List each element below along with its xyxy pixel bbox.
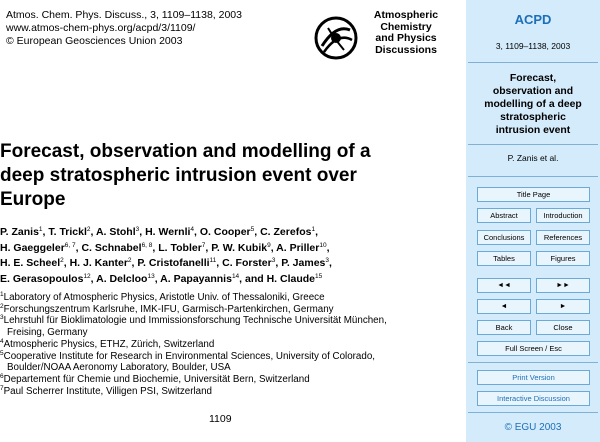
journal-url[interactable]: www.atmos-chem-phys.org/acpd/3/1109/ [6, 22, 196, 34]
author-name: , A. Papayannis [154, 273, 232, 286]
author-name: , P. Cristofanelli [131, 257, 210, 270]
previous-page-button[interactable]: ◄ [477, 299, 531, 314]
sidebar-paper-title: Forecast, observation and modelling of a deep stratospheric intrusion event [484, 73, 582, 136]
author-name: , A. Stohl [90, 226, 136, 238]
affiliation-text: Forschungszentrum Karlsruhe, IMK-IFU, Garmisch-Partenkirchen, Germany [3, 303, 334, 315]
author-name: , C. Schnabel [75, 241, 142, 254]
introduction-button[interactable]: Introduction [536, 208, 590, 223]
author-name: , [329, 257, 332, 270]
sidebar-reference: 3, 1109–1138, 2003 [495, 41, 571, 51]
divider [468, 176, 598, 177]
affiliation-number: 6 [0, 372, 4, 380]
author-line [0, 241, 456, 257]
author-affiliation-marker: 11 [209, 257, 217, 265]
affiliation-line [0, 362, 456, 374]
journal-header [6, 9, 242, 48]
references-button[interactable]: References [536, 230, 590, 245]
affiliation-number: 7 [0, 384, 4, 392]
affiliation-text: Atmospheric Physics, ETHZ, Zürich, Switzerland [3, 338, 215, 350]
figures-button[interactable]: Figures [536, 251, 590, 266]
affiliation-line [0, 351, 456, 363]
author-name: , A. Delcloo [90, 273, 148, 286]
affiliation-list [0, 292, 456, 397]
author-affiliation-marker: 2 [60, 257, 64, 265]
author-affiliation-marker: 6, 8 [141, 241, 153, 249]
author-name: , C. Forster [216, 257, 272, 270]
affiliation-number: 5 [0, 349, 4, 357]
affiliation-number: 2 [0, 302, 4, 310]
journal-citation: Atmos. Chem. Phys. Discuss., 3, 1109–1138, 2003 [6, 9, 242, 21]
affiliation-line [0, 315, 456, 327]
author-name: , L. Tobler [152, 241, 202, 254]
navigation-sidebar [466, 0, 600, 442]
author-affiliation-marker: 15 [315, 273, 323, 281]
author-affiliation-marker: 7 [201, 241, 206, 249]
tables-button[interactable]: Tables [477, 251, 531, 266]
affiliation-number: 1 [0, 291, 4, 298]
author-name: , P. W. Kubik [205, 241, 268, 254]
author-affiliation-marker: 5 [250, 226, 255, 233]
affiliation-text: Boulder/NOAA Aeronomy Laboratory, Boulder, USA [7, 362, 231, 374]
divider [468, 144, 598, 145]
affiliation-number: 4 [0, 337, 4, 345]
author-name: , [326, 241, 330, 254]
author-affiliation-marker: 3 [135, 226, 140, 233]
affiliation-text: Lehrstuhl für Bioklimatologie und Immissionsforschung Technische Universität München, [3, 315, 387, 327]
author-name: , C. Zerefos [254, 226, 312, 238]
author-affiliation-marker: 3 [325, 257, 329, 265]
author-name: E. Gerasopoulos [0, 273, 84, 286]
author-name: H. Gaeggeler [0, 241, 65, 254]
author-name: , and H. Claude [239, 273, 316, 286]
author-affiliation-marker: 12 [83, 273, 91, 281]
author-affiliation-marker: 2 [86, 226, 91, 233]
divider [468, 62, 598, 63]
affiliation-line [0, 304, 456, 316]
author-affiliation-marker: 1 [311, 226, 316, 233]
acpd-logo [314, 10, 454, 68]
author-affiliation-marker: 13 [147, 273, 155, 281]
affiliation-text: Departement für Chemie und Biochemie, Universität Bern, Switzerland [3, 373, 310, 385]
first-page-button[interactable]: ◄◄ [477, 278, 531, 293]
last-page-button[interactable]: ►► [536, 278, 590, 293]
affiliation-line [0, 374, 456, 386]
author-line [0, 256, 456, 272]
full-screen-button[interactable]: Full Screen / Esc [477, 341, 590, 356]
interactive-discussion-button[interactable]: Interactive Discussion [477, 391, 590, 406]
author-affiliation-marker: 14 [231, 273, 240, 281]
sidebar-journal-name: ACPD [514, 12, 552, 27]
paper-title: Forecast, observation and modelling of a deep stratospheric intrusion event over Europe [0, 141, 371, 210]
author-affiliation-marker: 10 [319, 241, 327, 249]
copyright-notice: © European Geosciences Union 2003 [6, 35, 183, 47]
affiliation-line [0, 339, 456, 351]
author-affiliation-marker: 4 [190, 226, 195, 233]
affiliation-line [0, 327, 456, 339]
egu-copyright: © EGU 2003 [504, 422, 562, 433]
author-name: , H. J. Kanter [63, 257, 128, 270]
author-list [0, 225, 456, 288]
divider [468, 362, 598, 363]
author-name: H. E. Scheel [0, 257, 61, 270]
conclusions-button[interactable]: Conclusions [477, 230, 531, 245]
author-name: , O. Cooper [194, 226, 251, 238]
title-page-button[interactable]: Title Page [477, 187, 590, 202]
author-affiliation-marker: 6, 7 [64, 241, 76, 249]
author-affiliation-marker: 1 [38, 226, 43, 233]
abstract-button[interactable]: Abstract [477, 208, 531, 223]
author-name: , H. Wernli [139, 226, 191, 238]
affiliation-number: 3 [0, 314, 4, 322]
close-button[interactable]: Close [536, 320, 590, 335]
egu-globe-icon [314, 16, 358, 60]
page-number: 1109 [209, 413, 232, 425]
author-affiliation-marker: 3 [271, 257, 276, 265]
divider [468, 412, 598, 413]
affiliation-line [0, 292, 456, 304]
author-name: , [315, 226, 318, 238]
next-page-button[interactable]: ► [536, 299, 590, 314]
back-button[interactable]: Back [477, 320, 531, 335]
print-version-button[interactable]: Print Version [477, 370, 590, 385]
affiliation-line [0, 386, 456, 398]
affiliation-text: Freising, Germany [7, 327, 88, 339]
affiliation-text: Cooperative Institute for Research in Environmental Sciences, University of Colorado, [3, 350, 375, 362]
affiliation-text: Paul Scherrer Institute, Villigen PSI, Switzerland [3, 385, 213, 397]
author-line [0, 272, 456, 288]
author-name: , T. Trickl [42, 226, 87, 238]
author-affiliation-marker: 2 [127, 257, 132, 265]
author-name: , P. James [275, 257, 326, 270]
affiliation-text: Laboratory of Atmospheric Physics, Aristotle Univ. of Thessaloniki, Greece [3, 292, 325, 303]
author-name: P. Zanis [0, 226, 39, 238]
sidebar-author: P. Zanis et al. [507, 153, 559, 163]
author-line [0, 225, 456, 241]
logo-text: Atmospheric Chemistry and Physics Discussions [373, 9, 439, 56]
author-name: , A. Priller [270, 241, 320, 254]
author-affiliation-marker: 9 [267, 241, 271, 249]
